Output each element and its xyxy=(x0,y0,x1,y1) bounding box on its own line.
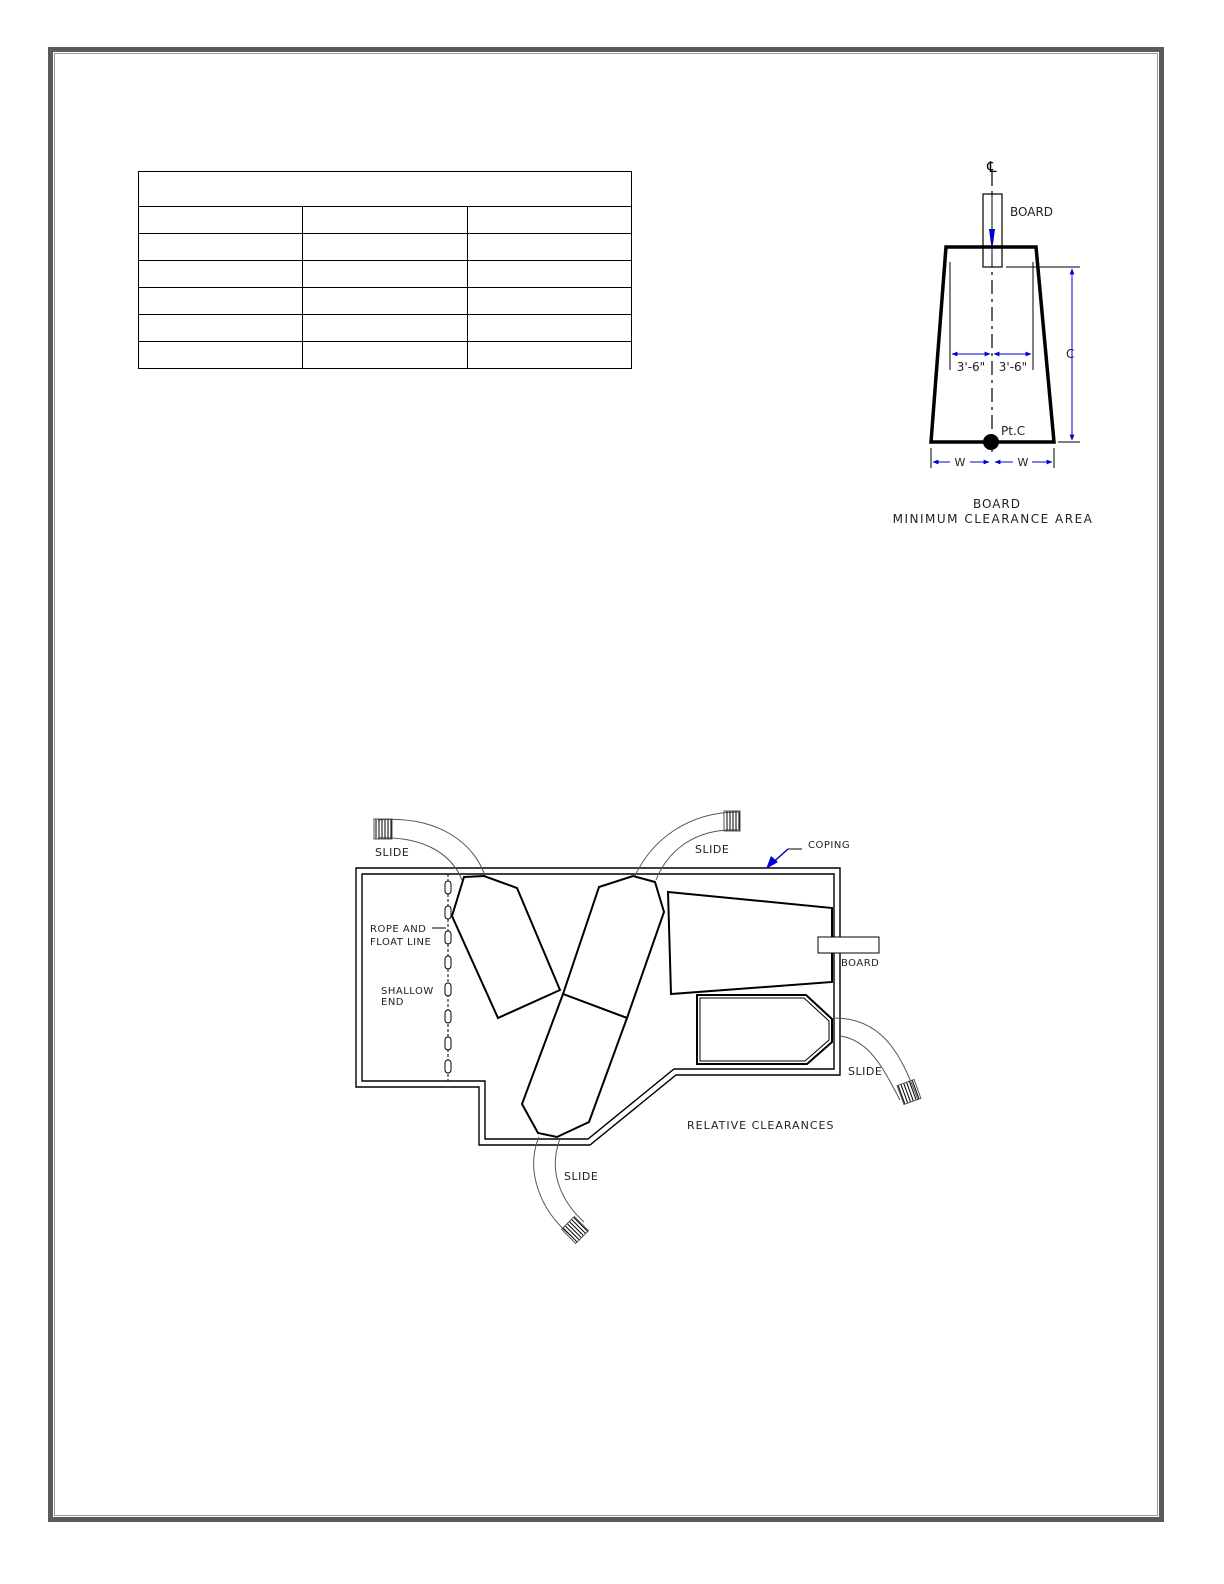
slide-right-label: SLIDE xyxy=(848,1065,883,1078)
board-caption-title: BOARD xyxy=(972,497,1022,511)
diving-board xyxy=(818,937,879,953)
board-caption-subtitle: MINIMUM CLEARANCE AREA xyxy=(892,512,1094,526)
coping-arrow-icon xyxy=(766,856,778,869)
dim-w-right-label: W xyxy=(1017,456,1029,469)
rope-label-line1: ROPE AND xyxy=(370,924,427,935)
board-clearance-area xyxy=(668,892,832,994)
slide-top-right-label: SLIDE xyxy=(695,843,730,856)
slide-right xyxy=(834,1018,921,1104)
slide-bottom-label: SLIDE xyxy=(564,1170,599,1183)
point-c-label: Pt.C xyxy=(1001,424,1026,438)
board-label: BOARD xyxy=(1010,205,1054,219)
dim-right-label: 3'-6" xyxy=(998,360,1028,374)
dim-left-label: 3'-6" xyxy=(956,360,986,374)
shallow-end-label-line2: END xyxy=(381,997,404,1008)
slide-bottom xyxy=(534,1137,589,1243)
slide-top-left-label: SLIDE xyxy=(375,846,410,859)
relative-clearances-caption: RELATIVE CLEARANCES xyxy=(687,1119,835,1132)
board-label-plan: BOARD xyxy=(841,958,880,969)
dim-c-label: C xyxy=(1066,347,1075,361)
centerline-symbol: ℄ xyxy=(987,158,997,176)
coping-label: COPING xyxy=(808,840,851,851)
rope-label-line2: FLOAT LINE xyxy=(370,937,432,948)
shallow-end-label-line1: SHALLOW xyxy=(381,986,434,997)
dim-w-left-label: W xyxy=(954,456,966,469)
